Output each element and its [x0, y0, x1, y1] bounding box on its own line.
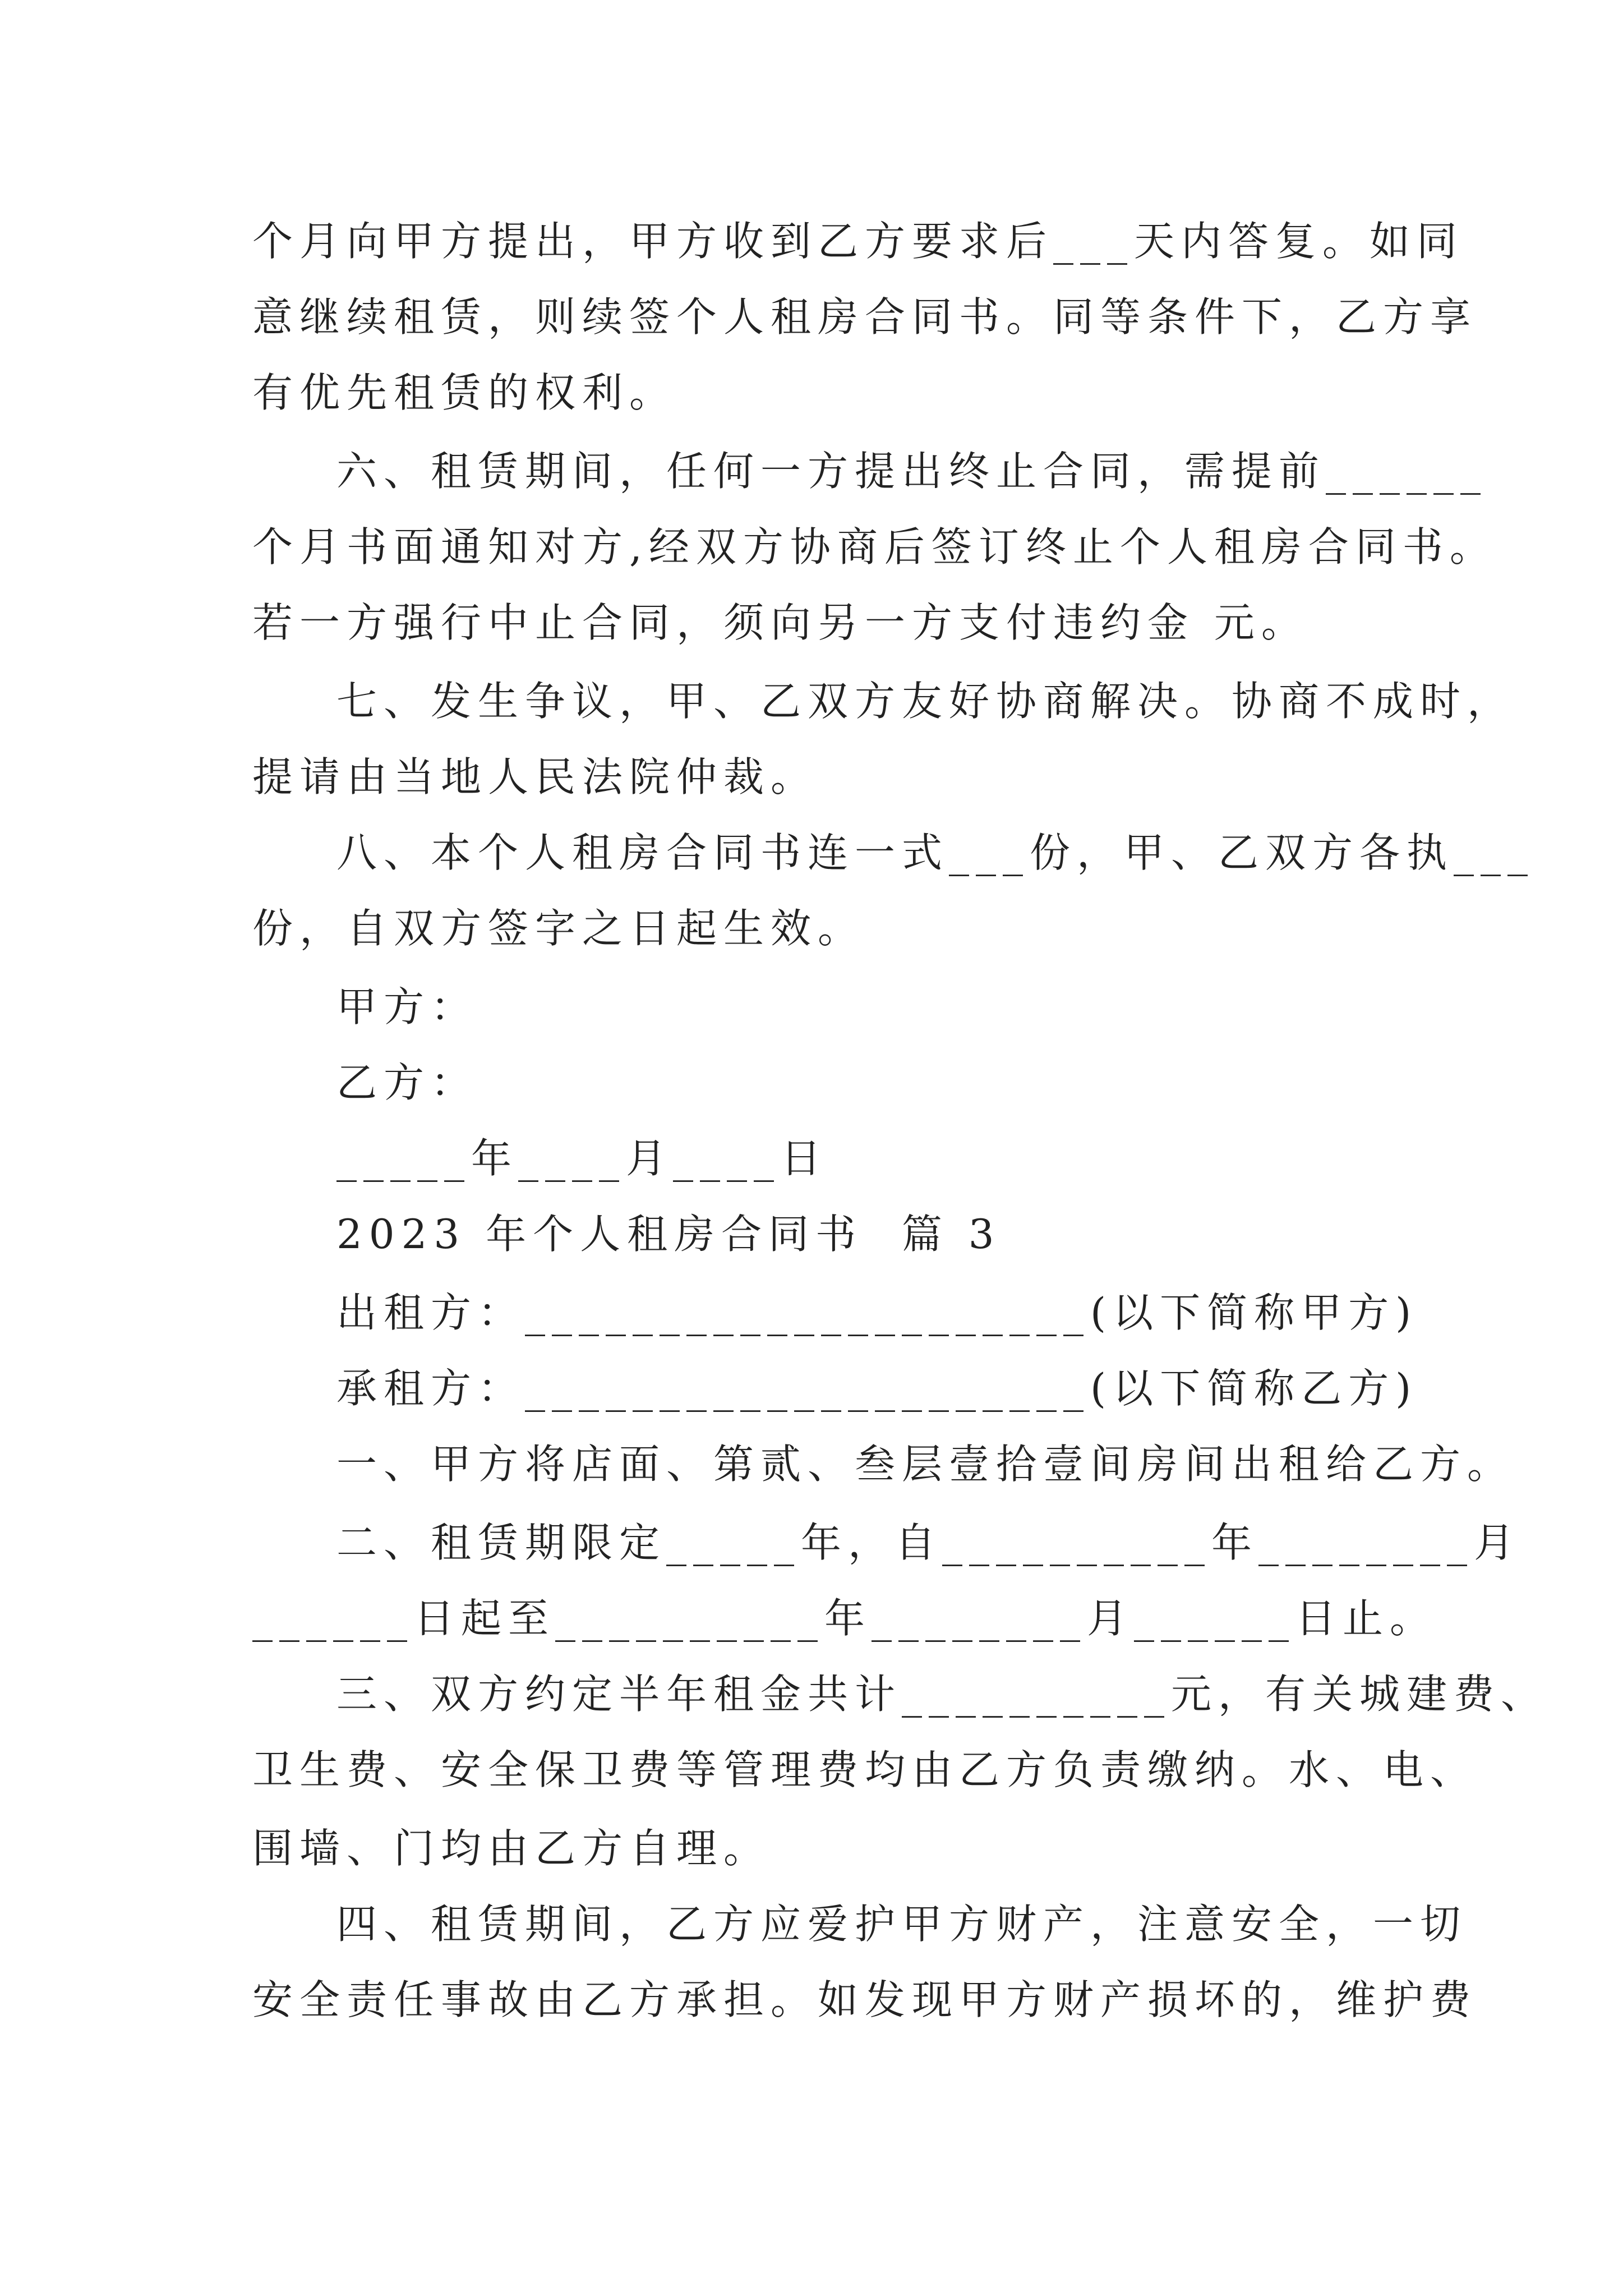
- text-line: 围墙、门均由乙方自理。: [252, 1825, 771, 1872]
- text-line: 有优先租赁的权利。: [252, 369, 677, 416]
- text-line: 三、双方约定半年租金共计__________元，有关城建费、: [336, 1671, 1548, 1718]
- section-title: 2023 年个人租房合同书 篇 3: [336, 1211, 1001, 1258]
- text-line: 意继续租赁，则续签个人租房合同书。同等条件下，乙方享: [252, 293, 1478, 341]
- text-line: 提请由当地人民法院仲裁。: [252, 753, 818, 800]
- text-line: 个月书面通知对方,经双方协商后签订终止个人租房合同书。: [252, 523, 1497, 570]
- text-line: 安全责任事故由乙方承担。如发现甲方财产损坏的，维护费: [252, 1976, 1478, 2023]
- signature-party-b: 乙方：: [336, 1059, 478, 1106]
- text-line: 卫生费、安全保卫费等管理费均由乙方负责缴纳。水、电、: [252, 1746, 1478, 1793]
- text-line: 个月向甲方提出，甲方收到乙方要求后___天内答复。如同: [252, 218, 1464, 265]
- text-line: 份，自双方签字之日起生效。: [252, 905, 865, 952]
- lessor-line: 出租方：_____________________(以下简称甲方): [336, 1289, 1418, 1336]
- text-line: 一、甲方将店面、第贰、叁层壹拾壹间房间出租给乙方。: [336, 1441, 1515, 1488]
- text-line: 四、租赁期间，乙方应爱护甲方财产，注意安全，一切: [336, 1901, 1468, 1948]
- text-line: 二、租赁期限定_____年，自__________年________月: [336, 1519, 1521, 1566]
- date-line: _____年____月____日: [336, 1135, 828, 1182]
- text-line: 七、发生争议，甲、乙双方友好协商解决。协商不成时，: [336, 678, 1515, 725]
- text-line: 八、本个人租房合同书连一式___份，甲、乙双方各执___: [336, 829, 1535, 876]
- text-line: 六、租赁期间，任何一方提出终止合同，需提前______: [336, 448, 1488, 495]
- text-line: 若一方强行中止合同，须向另一方支付违约金 元。: [252, 599, 1308, 646]
- lessee-line: 承租方：_____________________(以下简称乙方): [336, 1365, 1418, 1412]
- text-line: ______日起至__________年________月______日止。: [252, 1595, 1437, 1642]
- signature-party-a: 甲方：: [336, 983, 478, 1030]
